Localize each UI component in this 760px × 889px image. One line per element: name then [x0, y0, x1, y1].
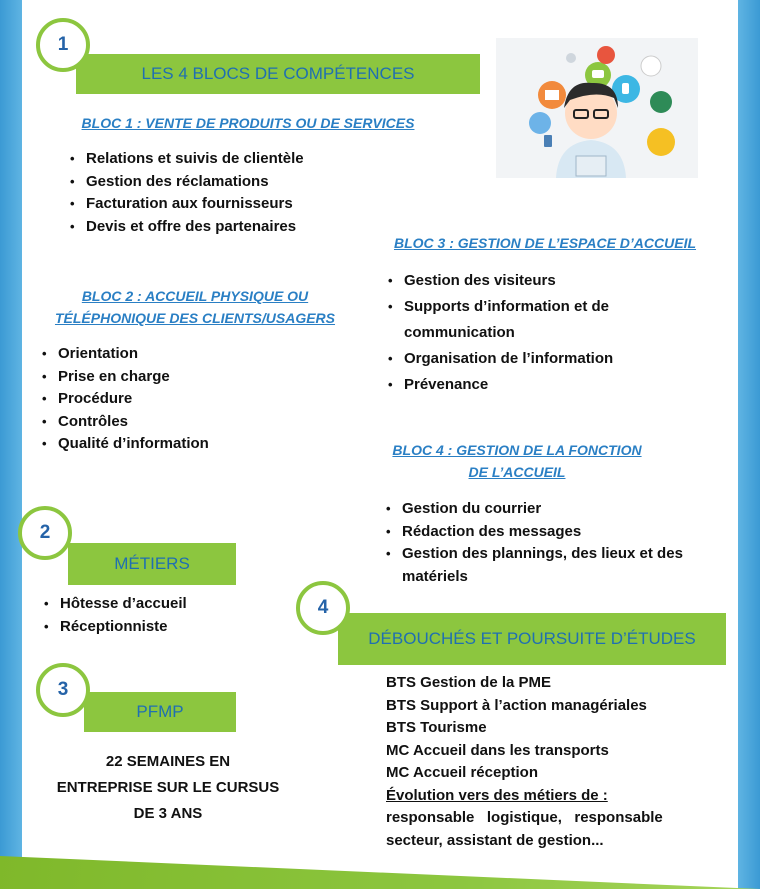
debouche-line: BTS Support à l’action managériales [386, 696, 647, 714]
evolution-line: secteur, assistant de gestion... [386, 831, 604, 849]
right-blue-stripe [738, 0, 760, 889]
bloc2-title-line2: TÉLÉPHONIQUE DES CLIENTS/USAGERS [54, 310, 336, 326]
section-number-badge: 2 [18, 506, 72, 560]
bloc2-title [40, 285, 350, 329]
bloc1-list [68, 148, 368, 238]
bloc4-list [384, 498, 704, 588]
people-icon [529, 112, 551, 134]
list-item: • Gestion des plannings, des lieux et des matériels [384, 543, 704, 588]
bloc2-list [40, 343, 340, 456]
bloc4-title-line2: DE L’ACCUEIL [468, 464, 566, 480]
section-number-badge: 1 [36, 18, 90, 72]
customer-service-illustration [496, 38, 698, 178]
list-item: • Organisation de l’information [386, 346, 686, 372]
section-number-badge: 4 [296, 581, 350, 635]
bloc4-title-line1: BLOC 4 : GESTION DE LA FONCTION [392, 442, 642, 458]
list-item: • Devis et offre des partenaires [68, 216, 368, 239]
bloc2-title-line1: BLOC 2 : ACCUEIL PHYSIQUE OU [81, 288, 309, 304]
illustration-svg [496, 38, 698, 178]
mobile-icon [650, 91, 672, 113]
wifi-icon [641, 56, 661, 76]
bloc4-title [374, 439, 660, 483]
pfmp-line: DE 3 ANS [133, 805, 203, 822]
pfmp-description [30, 749, 306, 827]
list-item: • Procédure [40, 388, 340, 411]
evolution-line: responsable logistique, responsable [386, 809, 663, 826]
list-item: • Rédaction des messages [384, 521, 704, 544]
debouche-line: BTS Gestion de la PME [386, 674, 552, 691]
section-banner-metiers: MÉTIERS [68, 543, 236, 585]
section-number-badge: 3 [36, 663, 90, 717]
evolution-title: Évolution vers des métiers de : [386, 786, 608, 804]
bloc3-list [386, 268, 686, 398]
debouche-line: BTS Tourisme [386, 719, 487, 736]
mobile-small-icon [544, 135, 552, 147]
section-banner-pfmp: PFMP [84, 692, 236, 732]
share-icon [597, 46, 615, 64]
section-banner-debouches: DÉBOUCHÉS ET POURSUITE D’ÉTUDES [338, 613, 726, 665]
list-item: • Gestion des réclamations [68, 171, 368, 194]
debouche-line: MC Accueil dans les transports [386, 741, 609, 759]
metiers-list [42, 593, 302, 638]
left-blue-stripe [0, 0, 22, 889]
pfmp-line: ENTREPRISE SUR LE CURSUS [56, 779, 280, 796]
list-item: • Contrôles [40, 411, 340, 434]
debouches-text [386, 672, 706, 852]
bloc3-title: BLOC 3 : GESTION DE L’ESPACE D’ACCUEIL [393, 235, 697, 251]
list-item: • Réceptionniste [42, 616, 302, 639]
list-item: • Gestion du courrier [384, 498, 704, 521]
thumbs-up-icon [647, 128, 675, 156]
list-item: • Orientation [40, 343, 340, 366]
debouche-line: MC Accueil réception [386, 764, 538, 781]
list-item: • Prévenance [386, 372, 686, 398]
list-item: • Supports d’information et de communication [386, 294, 662, 346]
list-item: • Hôtesse d’accueil [42, 593, 302, 616]
section-banner-competences: LES 4 BLOCS DE COMPÉTENCES [76, 54, 480, 94]
bloc1-title: BLOC 1 : VENTE DE PRODUITS OU DE SERVICES [81, 115, 415, 131]
list-item: • Qualité d’information [40, 433, 340, 456]
list-item: • Gestion des visiteurs [386, 268, 686, 294]
list-item: • Relations et suivis de clientèle [68, 148, 368, 171]
list-item: • Prise en charge [40, 366, 340, 389]
list-item: • Facturation aux fournisseurs [68, 193, 368, 216]
pfmp-line: 22 SEMAINES EN [105, 753, 231, 770]
